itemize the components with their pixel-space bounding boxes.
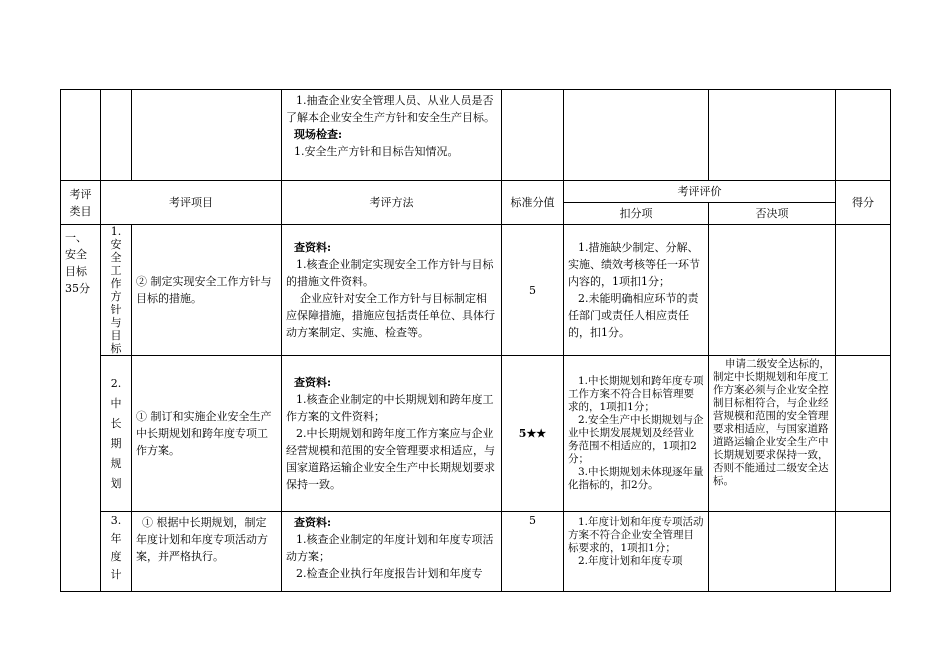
check-label: 查资料: (294, 376, 332, 389)
veto-cell (709, 356, 836, 512)
method-line: 2.中长期规划和跨年度工作方案应与企业经营规模和范围的安全管理要求相适应，与国家道路运输企业安全生产中长期规划要求保持一致。 (286, 427, 495, 491)
sub-item-text: 2.中长期规划 (110, 376, 122, 490)
header-evaluation: 考评评价 (564, 181, 836, 203)
sub-item-label (101, 225, 132, 356)
header-score: 标准分值 (502, 181, 564, 225)
item-cell (132, 512, 282, 592)
header-row (61, 181, 891, 203)
method-line: 企业应针对安全工作方针与目标制定相应保障措施，措施应包括责任单位、具体行动方案制定、实施、检查等。 (286, 292, 495, 339)
continuation-method-line: 1.抽查企业安全管理人员、从业人员是否了解本企业安全生产方针和安全生产目标。 (286, 94, 495, 124)
blank-cell (101, 90, 132, 181)
item-text: ① 制订和实施企业安全生产中长期规划和跨年度专项工作方案。 (136, 410, 272, 457)
deduct-line: 2.安全生产中长期规划与企业中长期发展规划及经营业务范围不相适应的，1项扣2分； (568, 414, 704, 465)
category-label: 一、安全目标35分 (65, 231, 90, 295)
onsite-check-label: 现场检查: (294, 128, 343, 141)
table-row (61, 225, 891, 356)
header-result: 得分 (836, 181, 891, 225)
check-label: 查资料: (294, 241, 332, 254)
table-row (61, 512, 891, 592)
blank-cell (61, 90, 101, 181)
sub-item-label (101, 512, 132, 592)
header-veto: 否决项 (709, 203, 836, 225)
score-cell: 5 (502, 225, 564, 356)
table-row (61, 356, 891, 512)
item-text: ② 制定实现安全工作方针与目标的措施。 (136, 275, 272, 305)
blank-cell (132, 90, 282, 181)
score-cell: 5 (502, 512, 564, 592)
blank-cell (836, 90, 891, 181)
deduct-line: 1.措施缺少制定、分解、实施、绩效考核等任一环节内容的，1项扣1分； (568, 241, 700, 288)
method-cell (282, 225, 502, 356)
blank-cell (502, 90, 564, 181)
sub-item-text: 1.安全工作方针与目标 (110, 225, 122, 355)
result-cell (836, 356, 891, 512)
header-deduct: 扣分项 (564, 203, 709, 225)
sub-item-text: 3.年度计 (110, 514, 122, 581)
header-item: 考评项目 (101, 181, 282, 225)
header-method: 考评方法 (282, 181, 502, 225)
item-text: ① 根据中长期规划，制定年度计划和年度专项活动方案，并严格执行。 (136, 516, 268, 563)
header-category: 考评类目 (61, 181, 101, 225)
method-line: 1.核查企业制定的年度计划和年度专项活动方案； (286, 533, 494, 563)
deduct-line: 2.未能明确相应环节的责任部门或责任人相应责任的，扣1分。 (568, 292, 699, 339)
deduct-line: 2.年度计划和年度专项 (578, 555, 683, 567)
onsite-check-line: 1.安全生产方针和目标告知情况。 (294, 145, 459, 158)
method-cell (282, 356, 502, 512)
deduct-cell (564, 225, 709, 356)
sub-item-label (101, 356, 132, 512)
deduct-line: 1.中长期规划和跨年度专项工作方案不符合目标管理要求的，1项扣1分； (568, 375, 704, 413)
score-cell: 5★★ (502, 356, 564, 512)
blank-cell (709, 90, 836, 181)
veto-cell (709, 225, 836, 356)
item-cell (132, 225, 282, 356)
deduct-cell (564, 512, 709, 592)
deduct-line: 3.中长期规划未体现逐年量化指标的，扣2分。 (568, 466, 704, 491)
deduct-line: 1.年度计划和年度专项活动方案不符合企业安全管理目标要求的，1项扣1分； (568, 516, 704, 554)
item-cell (132, 356, 282, 512)
continuation-row (61, 90, 891, 181)
result-cell (836, 225, 891, 356)
method-line: 1.核查企业制定的中长期规划和跨年度工作方案的文件资料； (286, 393, 494, 423)
blank-cell (564, 90, 709, 181)
deduct-cell (564, 356, 709, 512)
method-line: 2.检查企业执行年度报告计划和年度专 (296, 567, 483, 580)
veto-cell (709, 512, 836, 592)
veto-text: 申请二级安全达标的，制定中长期规划和年度工作方案必须与企业安全控制目标相符合，与企业经营规模和范围的安全管理要求相适应，与国家道路道路运输企业安全生产中长期规划要求保持一致，否则不能通过二级安全达标。 (713, 358, 830, 487)
category-cell (61, 225, 101, 592)
method-cell (282, 512, 502, 592)
check-label: 查资料: (294, 516, 332, 529)
evaluation-table (60, 89, 891, 592)
method-line: 1.核查企业制定实现安全工作方针与目标的措施文件资料。 (286, 258, 494, 288)
result-cell (836, 512, 891, 592)
continuation-method-cell (282, 90, 502, 181)
